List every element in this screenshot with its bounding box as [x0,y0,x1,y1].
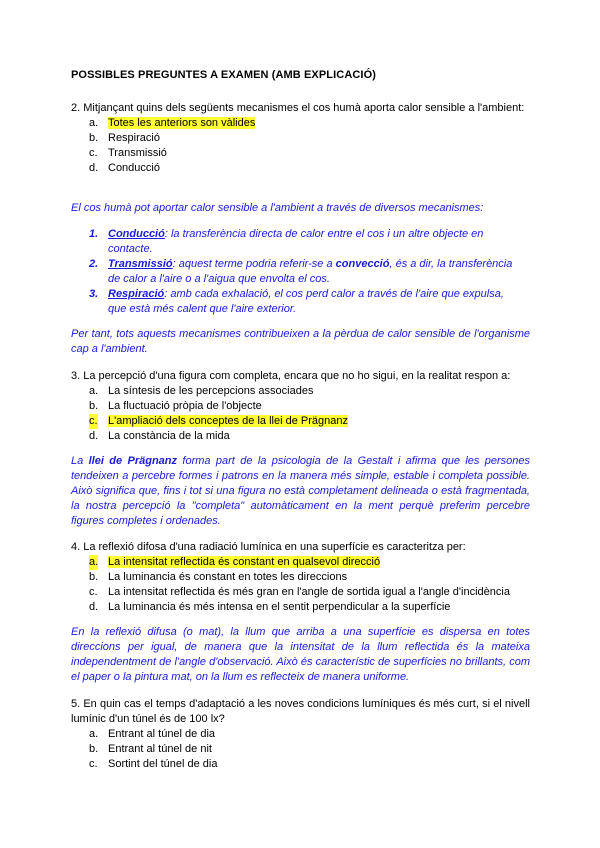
option-4a[interactable]: a. La intensitat reflectida és constant en qualsevol direcció [89,556,381,568]
question-3-text: 3. La percepció d'una figura com completa, encara que no ho sigui, en la realitat respon a: [71,370,511,382]
highlighted-answer: L'ampliació dels conceptes de la llei de Prägnanz [108,415,348,427]
question-5 [71,697,530,772]
explanation-3: La llei de Prägnanz forma part de la psicologia de la Gestalt i afirma que les persones tendeixen a percebre formes i patrons en la manera més simple, estable i completa possible. Això significa que, fins i tot si una figura no està completament delineada o està fragmentada, la nostra percepció la "completa" automàticament en la ment perquè preferim percebre figures completes i ordenades. [71,455,531,527]
option-2b[interactable]: b. Respiració [89,132,160,144]
option-2c[interactable]: c. Transmissió [89,147,167,159]
question-4-text: 4. La reflexió difosa d'una radiació lumínica en una superfície es caracteritza per: [71,541,466,553]
highlighted-answer: Totes les anteriors son vàlides [108,117,256,129]
question-2-options [71,116,530,176]
explanation-2-conclusion: Per tant, tots aquests mecanismes contribueixen a la pèrdua de calor sensible de l'organisme cap a l'ambient. [71,328,530,355]
question-5-text: 5. En quin cas el temps d'adaptació a les noves condicions lumíniques és més curt, si el nivell lumínic d'un túnel és de 100 lx? [71,698,530,725]
mechanism-item-2: 2. Transmissió: aquest terme podria referir-se a convecció, és a dir, la transferència de calor a l'aire o a l'aigua que envolta el cos. [89,258,513,285]
option-2a[interactable]: a. Totes les anteriors son vàlides [89,117,256,129]
option-4d[interactable]: d. La luminancia és més intensa en el sentit perpendicular a la superfície [89,601,451,613]
explanation-2-list [71,227,530,317]
question-2 [71,101,530,176]
question-4-options [71,555,530,615]
option-4c[interactable]: c. La intensitat reflectida és més gran en l'angle de sortida igual a l'angle d'incidència [89,586,510,598]
mechanism-item-1: 1. Conducció: la transferència directa de calor entre el cos i un altre objecte en contacte. [89,228,484,255]
question-3 [71,369,530,444]
question-5-options [71,727,530,772]
explanation-3-term: llei de Prägnanz [88,455,178,467]
option-5c[interactable]: c. Sortint del túnel de dia [89,758,218,770]
option-3a[interactable]: a. La síntesis de les percepcions associades [89,385,314,397]
option-5b[interactable]: b. Entrant al túnel de nit [89,743,212,755]
option-4b[interactable]: b. La luminancia és constant en totes les direccions [89,571,348,583]
option-3c[interactable]: c. L'ampliació dels conceptes de la llei de Prägnanz [89,415,348,427]
document-title: POSSIBLES PREGUNTES A EXAMEN (AMB EXPLICACIÓ) [71,69,376,81]
question-2-text: 2. Mitjançant quins dels següents mecanismes el cos humà aporta calor sensible a l'ambient: [71,102,525,114]
option-5a[interactable]: a. Entrant al túnel de dia [89,728,216,740]
question-4 [71,540,530,615]
explanation-2-intro: El cos humà pot aportar calor sensible a l'ambient a través de diversos mecanismes: [71,202,484,214]
explanation-4: En la reflexió difusa (o mat), la llum que arriba a una superfície es dispersa en totes direccions per igual, de manera que la intensitat de la llum reflectida és la mateixa independentment de l'angle d'observació. Això és característic de superfícies no brillants, com el paper o la pintura mat, on la llum es reflecteix de manera uniforme. [71,626,530,683]
option-2d[interactable]: d. Conducció [89,162,160,174]
option-3d[interactable]: d. La constància de la mida [89,430,230,442]
mechanism-item-3: 3. Respiració: amb cada exhalació, el cos perd calor a través de l'aire que expulsa, que està més calent que l'aire exterior. [89,288,504,315]
question-3-options [71,384,530,444]
highlighted-answer: La intensitat reflectida és constant en qualsevol direcció [108,556,381,568]
option-3b[interactable]: b. La fluctuació pròpia de l'objecte [89,400,262,412]
